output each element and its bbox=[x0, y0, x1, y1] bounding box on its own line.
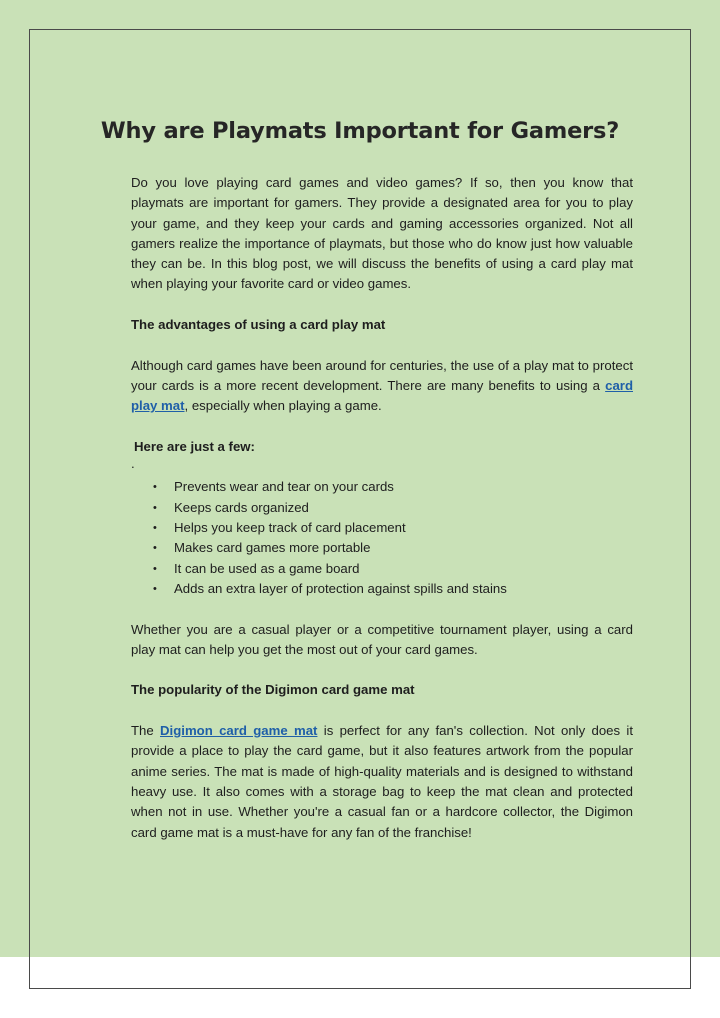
spacer bbox=[131, 295, 633, 315]
bullet-icon: • bbox=[153, 481, 157, 494]
card-play-mat-link[interactable]: card play mat bbox=[131, 377, 633, 414]
page-title: Why are Playmats Important for Gamers? bbox=[100, 118, 620, 144]
advantages-closing-paragraph: Whether you are a casual player or a competitive tournament player, using a card play mat can help you get the most out of your card games. bbox=[131, 621, 633, 657]
digimon-card-game-mat-link[interactable]: Digimon card game mat bbox=[160, 723, 318, 739]
bullet-icon: • bbox=[153, 562, 157, 575]
spacer bbox=[131, 599, 633, 619]
list-item-text: Prevents wear and tear on your cards bbox=[174, 479, 394, 495]
list-item bbox=[153, 498, 633, 518]
advantages-paragraph bbox=[131, 356, 633, 417]
bullet-icon: • bbox=[153, 501, 157, 514]
section-heading-advantages: The advantages of using a card play mat bbox=[131, 317, 386, 333]
article-body bbox=[131, 173, 633, 843]
digimon-text-before-link: The bbox=[131, 723, 161, 739]
section-heading-digimon: The popularity of the Digimon card game mat bbox=[131, 682, 415, 698]
list-item-text: Makes card games more portable bbox=[174, 540, 371, 556]
list-item-text: Adds an extra layer of protection against spills and stains bbox=[174, 580, 507, 596]
list-item-text: It can be used as a game board bbox=[174, 560, 360, 576]
few-benefits-subheading: Here are just a few: bbox=[134, 438, 255, 454]
digimon-text-after-link: is perfect for any fan's collection. Not only does it provide a place to play the card game, but it also features artwork from the popular anime series. The mat is made of high-quality materials and is designed to withstand heavy use. It also comes with a storage bag to keep the mat clean and protected when not in use. Whether you're a casual fan or a hardcore collector, the Digimon card game mat is a must-have for any fan of the franchise! bbox=[131, 723, 633, 840]
bullet-icon: • bbox=[153, 522, 157, 535]
list-item bbox=[153, 518, 633, 538]
spacer bbox=[131, 660, 633, 680]
bullet-icon: • bbox=[153, 542, 157, 555]
intro-paragraph: Do you love playing card games and video games? If so, then you know that playmats are important for gamers. They provide a designated area for you to play your game, and they keep your cards and gaming accessories organized. Not all gamers realize the importance of playmats, but those who do know just how valuable they can be. In this blog post, we will discuss the benefits of using a card play mat when playing your favorite card or video games. bbox=[131, 175, 633, 292]
stray-dot: . bbox=[131, 456, 135, 472]
list-item bbox=[153, 579, 633, 599]
list-item-text: Keeps cards organized bbox=[174, 499, 309, 515]
list-item bbox=[153, 559, 633, 579]
advantages-text-after-link: , especially when playing a game. bbox=[184, 398, 382, 414]
spacer bbox=[131, 701, 633, 721]
bullet-icon: • bbox=[153, 582, 157, 595]
benefits-list bbox=[131, 477, 633, 599]
spacer bbox=[131, 417, 633, 437]
list-item bbox=[153, 538, 633, 558]
list-item bbox=[153, 477, 633, 497]
spacer bbox=[131, 335, 633, 355]
list-item-text: Helps you keep track of card placement bbox=[174, 520, 406, 536]
advantages-text-before-link: Although card games have been around for centuries, the use of a play mat to protect your cards is a more recent development. There are many benefits to using a bbox=[131, 357, 633, 393]
digimon-paragraph bbox=[131, 721, 633, 843]
